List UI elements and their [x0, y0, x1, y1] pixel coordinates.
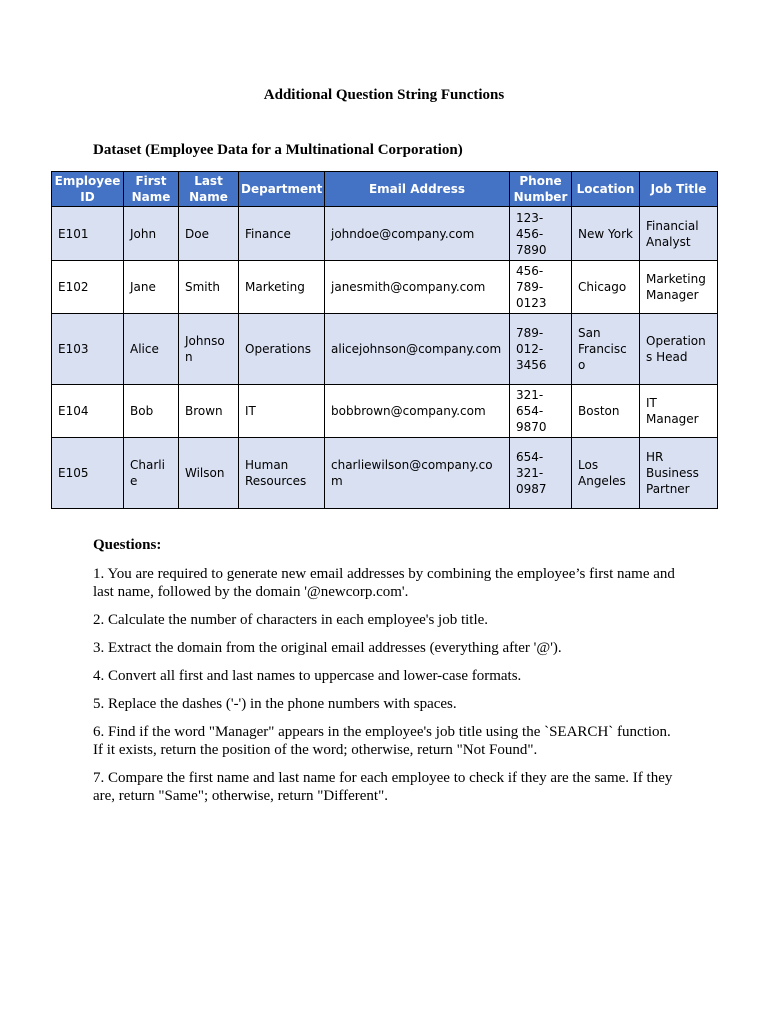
cell-employee-id: E101 [52, 207, 124, 261]
cell-job-title: Marketing Manager [640, 261, 718, 314]
cell-first-name: Charlie [124, 438, 179, 509]
question-item: 7. Compare the first name and last name for each employee to check if they are the same. If they are, return "Same"; otherwise, return "Different". [93, 770, 673, 804]
question-item: 2. Calculate the number of characters in each employee's job title. [93, 612, 489, 628]
cell-phone-number: 123-456-7890 [510, 207, 572, 261]
question-item: 4. Convert all first and last names to uppercase and lower-case formats. [93, 668, 522, 684]
cell-phone-number: 789-012-3456 [510, 314, 572, 385]
table-header-row [52, 172, 718, 207]
cell-department: Marketing [239, 261, 325, 314]
cell-employee-id: E103 [52, 314, 124, 385]
cell-last-name: Johnson [179, 314, 239, 385]
cell-email-address: bobbrown@company.com [325, 385, 510, 438]
cell-employee-id: E102 [52, 261, 124, 314]
cell-email-address: alicejohnson@company.com [325, 314, 510, 385]
dataset-title: Dataset (Employee Data for a Multinational Corporation) [93, 142, 463, 158]
cell-employee-id: E104 [52, 385, 124, 438]
cell-location: New York [572, 207, 640, 261]
table-row [52, 438, 718, 509]
employee-table [51, 171, 718, 509]
cell-department: IT [239, 385, 325, 438]
table-row [52, 385, 718, 438]
cell-first-name: Jane [124, 261, 179, 314]
cell-last-name: Smith [179, 261, 239, 314]
cell-location: San Francisco [572, 314, 640, 385]
header-phone-number: Phone Number [510, 172, 572, 207]
header-location: Location [572, 172, 640, 207]
cell-job-title: Financial Analyst [640, 207, 718, 261]
cell-phone-number: 456-789-0123 [510, 261, 572, 314]
header-last-name: Last Name [179, 172, 239, 207]
header-job-title: Job Title [640, 172, 718, 207]
cell-first-name: John [124, 207, 179, 261]
question-item: 1. You are required to generate new email addresses by combining the employee’s first name and last name, followed by the domain '@newcorp.com'. [93, 566, 675, 600]
header-department: Department [239, 172, 325, 207]
cell-job-title: HR Business Partner [640, 438, 718, 509]
cell-employee-id: E105 [52, 438, 124, 509]
questions-list [93, 565, 683, 815]
cell-phone-number: 654-321-0987 [510, 438, 572, 509]
question-item: 6. Find if the word "Manager" appears in the employee's job title using the `SEARCH` function. If it exists, return the position of the word; otherwise, return "Not Found". [93, 724, 671, 758]
header-employee-id: Employee ID [52, 172, 124, 207]
questions-heading: Questions: [93, 537, 162, 553]
cell-email-address: charliewilson@company.com [325, 438, 510, 509]
table-row [52, 261, 718, 314]
cell-department: Operations [239, 314, 325, 385]
header-email-address: Email Address [325, 172, 510, 207]
cell-location: Boston [572, 385, 640, 438]
cell-first-name: Alice [124, 314, 179, 385]
cell-email-address: janesmith@company.com [325, 261, 510, 314]
cell-location: Chicago [572, 261, 640, 314]
cell-phone-number: 321-654-9870 [510, 385, 572, 438]
cell-job-title: Operations Head [640, 314, 718, 385]
question-item: 3. Extract the domain from the original email addresses (everything after '@'). [93, 640, 562, 656]
cell-last-name: Doe [179, 207, 239, 261]
cell-location: Los Angeles [572, 438, 640, 509]
table-row [52, 314, 718, 385]
header-first-name: First Name [124, 172, 179, 207]
cell-job-title: IT Manager [640, 385, 718, 438]
cell-last-name: Brown [179, 385, 239, 438]
cell-last-name: Wilson [179, 438, 239, 509]
cell-email-address: johndoe@company.com [325, 207, 510, 261]
cell-first-name: Bob [124, 385, 179, 438]
cell-department: Finance [239, 207, 325, 261]
document-title: Additional Question String Functions [263, 87, 505, 103]
table-row [52, 207, 718, 261]
question-item: 5. Replace the dashes ('-') in the phone numbers with spaces. [93, 696, 457, 712]
cell-department: Human Resources [239, 438, 325, 509]
